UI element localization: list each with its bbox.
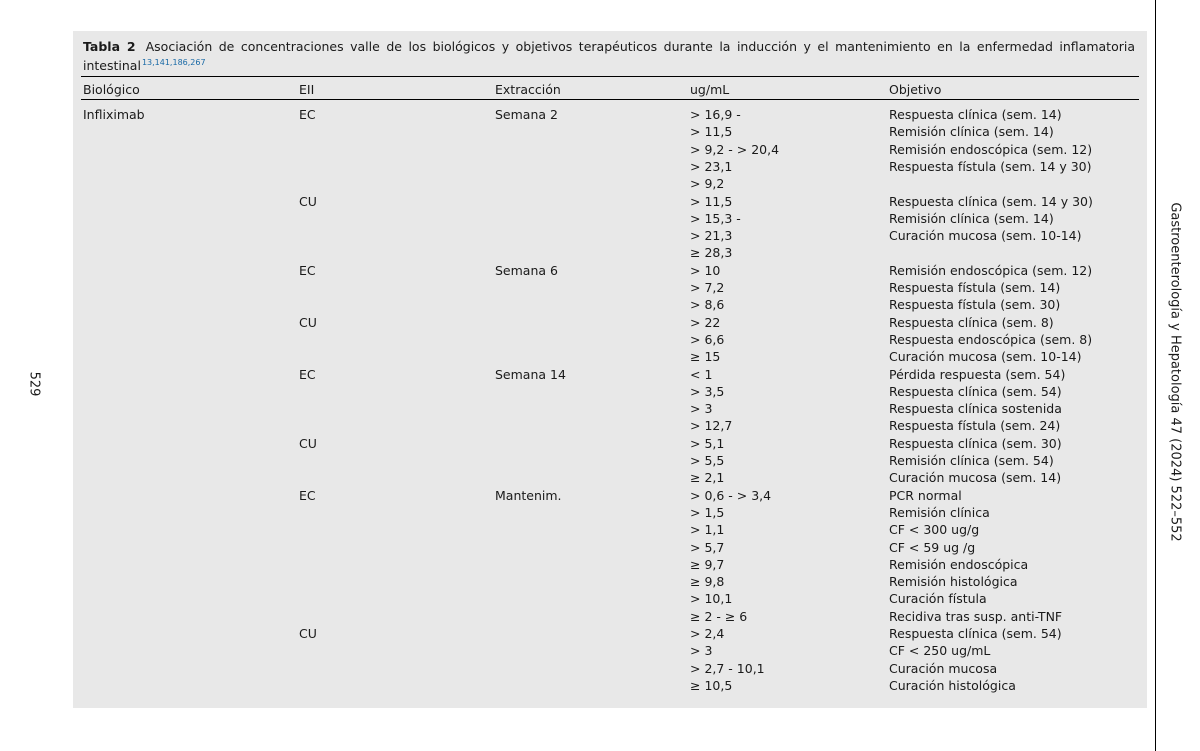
cell-objetivo: Curación mucosa bbox=[889, 660, 998, 676]
cell-objetivo: Curación mucosa (sem. 10-14) bbox=[889, 228, 1082, 244]
cell-objetivo: Respuesta fístula (sem. 14 y 30) bbox=[889, 158, 1092, 174]
cell-eii: CU bbox=[299, 435, 317, 451]
cell-ugml: > 15,3 - bbox=[690, 210, 741, 226]
cell-ugml: > 5,5 bbox=[690, 453, 725, 468]
cell-ugml: > 9,2 bbox=[690, 176, 725, 192]
cell-ugml: > 6,6 bbox=[690, 331, 725, 347]
cell-objetivo: Respuesta clínica sostenida bbox=[889, 401, 1062, 417]
cell-ugml: > 22 bbox=[690, 314, 721, 330]
column-header-extraccion: Extracción bbox=[495, 82, 561, 97]
cell-objetivo: Respuesta fístula (sem. 30) bbox=[889, 297, 1061, 313]
cell-objetivo: Respuesta clínica (sem. 14 y 30) bbox=[889, 193, 1093, 209]
cell-eii: CU bbox=[299, 626, 317, 641]
cell-ugml: > 12,7 bbox=[690, 418, 733, 434]
cell-eii: CU bbox=[299, 193, 317, 209]
cell-extraccion: Mantenim. bbox=[495, 487, 562, 503]
cell-eii: EC bbox=[299, 366, 316, 382]
header-rule-top bbox=[81, 76, 1139, 77]
cell-ugml: > 0,6 - > 3,4 bbox=[690, 487, 772, 503]
cell-objetivo: PCR normal bbox=[889, 487, 962, 503]
column-header-biologico: Biológico bbox=[83, 82, 140, 97]
cell-objetivo: Curación fístula bbox=[889, 591, 987, 607]
cell-ugml: ≥ 28,3 bbox=[690, 245, 733, 261]
page-number: 529 bbox=[26, 371, 42, 397]
column-header-ugml: ug/mL bbox=[690, 82, 730, 97]
cell-objetivo: Respuesta clínica (sem. 54) bbox=[889, 383, 1062, 399]
header-rule-bottom bbox=[81, 99, 1139, 100]
cell-ugml: > 9,2 - > 20,4 bbox=[690, 141, 780, 157]
cell-objetivo: Remisión clínica bbox=[889, 504, 990, 520]
cell-ugml: ≥ 2,1 bbox=[690, 470, 725, 486]
cell-objetivo: Remisión histológica bbox=[889, 574, 1018, 590]
cell-ugml: > 1,5 bbox=[690, 504, 725, 520]
cell-eii: CU bbox=[299, 314, 317, 330]
cell-eii: EC bbox=[299, 262, 316, 278]
cell-ugml: > 1,1 bbox=[690, 522, 725, 538]
cell-ugml: ≥ 9,7 bbox=[690, 556, 725, 572]
cell-objetivo: Respuesta clínica (sem. 8) bbox=[889, 314, 1054, 330]
cell-objetivo: Remisión endoscópica (sem. 12) bbox=[889, 141, 1093, 157]
cell-ugml: > 8,6 bbox=[690, 297, 725, 313]
cell-ugml: > 16,9 - bbox=[690, 107, 741, 122]
cell-objetivo: Pérdida respuesta (sem. 54) bbox=[889, 366, 1066, 382]
cell-extraccion: Semana 14 bbox=[495, 366, 566, 382]
cell-objetivo: Respuesta clínica (sem. 14) bbox=[889, 107, 1062, 122]
cell-eii: EC bbox=[299, 107, 316, 122]
cell-objetivo: Curación mucosa (sem. 10-14) bbox=[889, 349, 1082, 365]
cell-objetivo: Respuesta fístula (sem. 14) bbox=[889, 280, 1061, 295]
cell-ugml: > 21,3 bbox=[690, 228, 733, 244]
margin-rule bbox=[1155, 0, 1156, 751]
cell-objetivo: CF < 250 ug/mL bbox=[889, 643, 991, 659]
cell-biologico: Infliximab bbox=[83, 107, 145, 122]
column-header-objetivo: Objetivo bbox=[889, 82, 942, 97]
cell-objetivo: CF < 300 ug/g bbox=[889, 522, 980, 538]
cell-objetivo: Remisión endoscópica bbox=[889, 556, 1029, 572]
cell-ugml: > 11,5 bbox=[690, 193, 733, 209]
cell-ugml: > 7,2 bbox=[690, 280, 725, 295]
cell-objetivo: Recidiva tras susp. anti-TNF bbox=[889, 608, 1063, 624]
cell-ugml: > 5,1 bbox=[690, 435, 725, 451]
cell-ugml: > 3 bbox=[690, 401, 713, 417]
cell-ugml: > 11,5 bbox=[690, 124, 733, 140]
cell-extraccion: Semana 6 bbox=[495, 262, 558, 278]
cell-objetivo: Curación mucosa (sem. 14) bbox=[889, 470, 1062, 486]
cell-objetivo: CF < 59 ug /g bbox=[889, 539, 976, 555]
cell-ugml: > 3,5 bbox=[690, 383, 725, 399]
cell-ugml: > 10 bbox=[690, 262, 721, 278]
cell-objetivo: Respuesta clínica (sem. 54) bbox=[889, 626, 1062, 641]
cell-ugml: > 10,1 bbox=[690, 591, 733, 607]
cell-ugml: ≥ 2 - ≥ 6 bbox=[690, 608, 748, 624]
column-header-eii: EII bbox=[299, 82, 315, 97]
table-caption bbox=[83, 39, 1135, 74]
cell-ugml: > 3 bbox=[690, 643, 713, 659]
cell-ugml: ≥ 9,8 bbox=[690, 574, 725, 590]
cell-eii: EC bbox=[299, 487, 316, 503]
cell-objetivo: Remisión clínica (sem. 54) bbox=[889, 453, 1054, 468]
caption-references[interactable]: 13,141,186,267 bbox=[141, 58, 206, 67]
cell-ugml: > 23,1 bbox=[690, 158, 733, 174]
cell-objetivo: Respuesta clínica (sem. 30) bbox=[889, 435, 1062, 451]
cell-objetivo: Remisión clínica (sem. 14) bbox=[889, 124, 1054, 140]
cell-ugml: > 2,4 bbox=[690, 626, 725, 641]
cell-ugml: > 5,7 bbox=[690, 539, 725, 555]
cell-objetivo: Respuesta fístula (sem. 24) bbox=[889, 418, 1061, 434]
table-panel bbox=[73, 31, 1147, 708]
caption-label: Tabla 2 bbox=[83, 39, 136, 54]
cell-ugml: < 1 bbox=[690, 366, 713, 382]
cell-ugml: ≥ 15 bbox=[690, 349, 721, 365]
cell-objetivo: Curación histológica bbox=[889, 677, 1016, 693]
cell-objetivo: Respuesta endoscópica (sem. 8) bbox=[889, 331, 1093, 347]
cell-ugml: ≥ 10,5 bbox=[690, 677, 733, 693]
cell-objetivo: Remisión clínica (sem. 14) bbox=[889, 210, 1054, 226]
caption-text: Asociación de concentraciones valle de los biológicos y objetivos terapéuticos durante la inducción y el mantenimiento en la enfermedad inflamatoria intestinal bbox=[83, 39, 1135, 73]
running-header: Gastroenterología y Hepatología 47 (2024) 522–552 bbox=[1167, 202, 1183, 542]
cell-extraccion: Semana 2 bbox=[495, 107, 558, 122]
cell-ugml: > 2,7 - 10,1 bbox=[690, 660, 765, 676]
cell-objetivo: Remisión endoscópica (sem. 12) bbox=[889, 262, 1093, 278]
